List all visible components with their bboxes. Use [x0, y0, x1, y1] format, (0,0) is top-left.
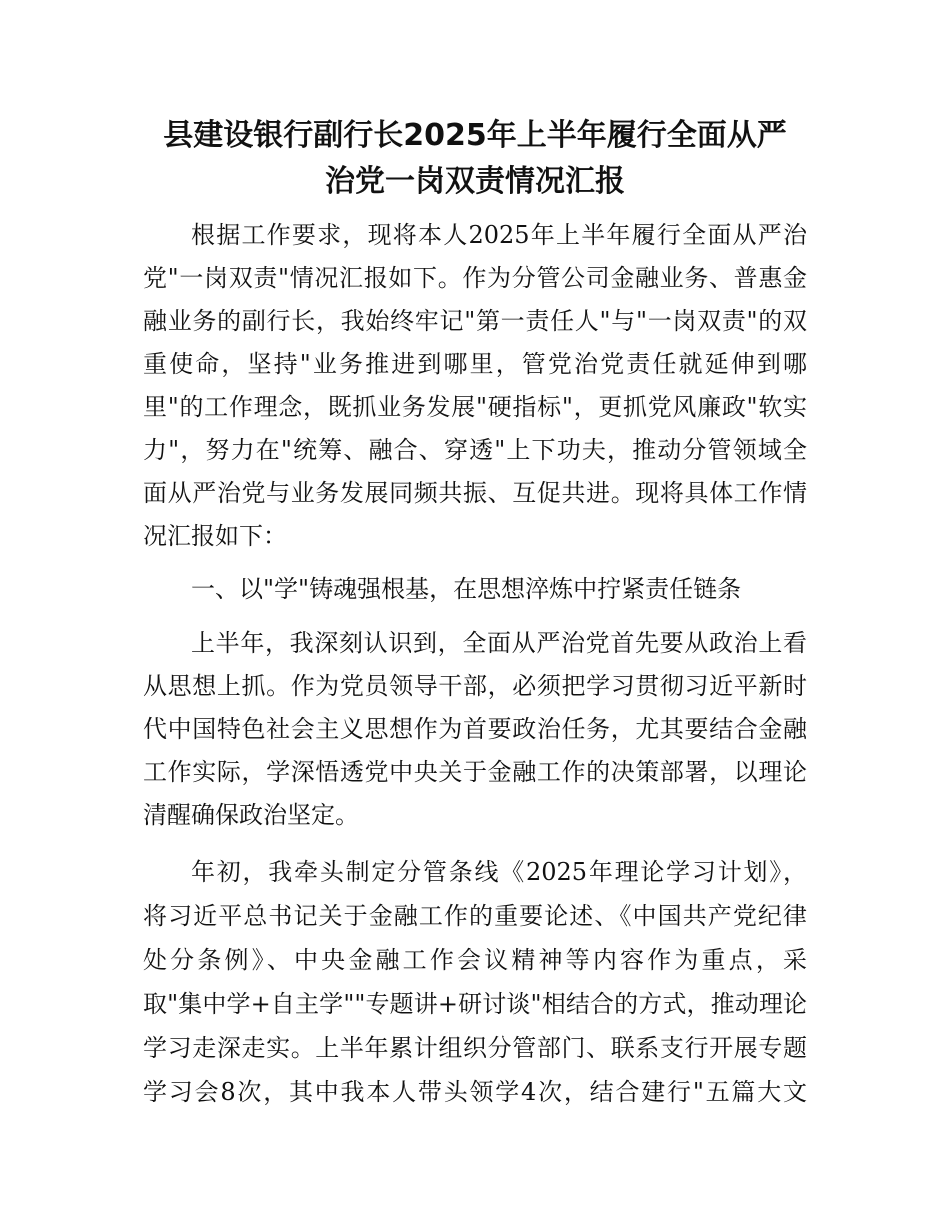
paragraph-1-line: 党"一岗双责"情况汇报如下。作为分管公司金融业务、普惠金: [143, 264, 807, 292]
paragraph-1-line: 况汇报如下：: [143, 522, 287, 550]
paragraph-3-line: 年初，我牵头制定分管条线《2025年理论学习计划》，: [191, 858, 807, 886]
paragraph-2-line: 上半年，我深刻认识到，全面从严治党首先要从政治上看: [191, 629, 807, 657]
paragraph-1-line: 里"的工作理念，既抓业务发展"硬指标"，更抓党风廉政"软实: [143, 393, 807, 421]
paragraph-2-line: 工作实际，学深悟透党中央关于金融工作的决策部署，以理论: [143, 758, 807, 786]
paragraph-2-line: 代中国特色社会主义思想作为首要政治任务，尤其要结合金融: [143, 715, 807, 743]
paragraph-1-line: 根据工作要求，现将本人2025年上半年履行全面从严治: [191, 221, 807, 249]
paragraph-2-line: 从思想上抓。作为党员领导干部，必须把学习贯彻习近平新时: [143, 672, 807, 700]
section-heading-1: 一、以"学"铸魂强根基，在思想淬炼中拧紧责任链条: [191, 575, 742, 603]
paragraph-1-line: 融业务的副行长，我始终牢记"第一责任人"与"一岗双责"的双: [143, 307, 807, 335]
paragraph-3-line: 处分条例》、中央金融工作会议精神等内容作为重点，采: [143, 946, 807, 974]
paragraph-3-line: 取"集中学+自主学""专题讲+研讨谈"相结合的方式，推动理论: [143, 990, 807, 1018]
document-title-line-2: 治党一岗双责情况汇报: [325, 164, 625, 199]
paragraph-3-line: 学习会8次，其中我本人带头领学4次，结合建行"五篇大文: [143, 1078, 807, 1106]
paragraph-3-line: 学习走深走实。上半年累计组织分管部门、联系支行开展专题: [143, 1034, 807, 1062]
paragraph-1-line: 面从严治党与业务发展同频共振、互促共进。现将具体工作情: [143, 479, 807, 507]
paragraph-3-line: 将习近平总书记关于金融工作的重要论述、《中国共产党纪律: [143, 902, 807, 930]
paragraph-2-line: 清醒确保政治坚定。: [143, 801, 359, 829]
document-title-line-1: 县建设银行副行长2025年上半年履行全面从严: [163, 118, 787, 153]
paragraph-1-line: 力"，努力在"统筹、融合、穿透"上下功夫，推动分管领域全: [143, 436, 807, 464]
paragraph-1-line: 重使命，坚持"业务推进到哪里，管党治党责任就延伸到哪: [143, 350, 807, 378]
